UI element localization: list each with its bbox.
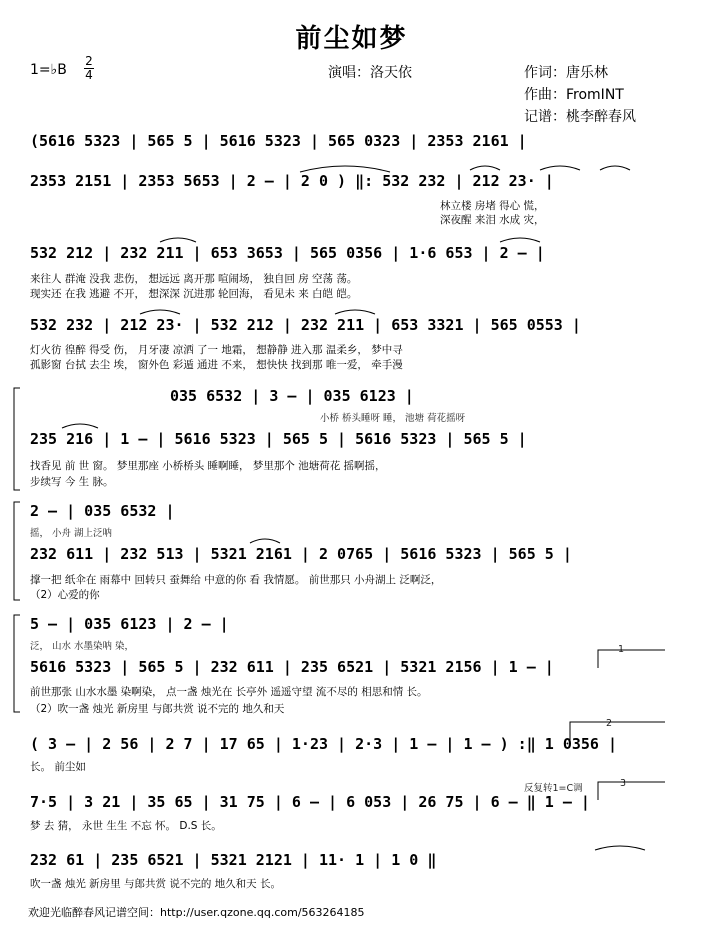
notation-row: 532 232 | 212 23· | 532 212 | 232 211 | 653 3321 | 565 0553 | bbox=[30, 316, 581, 334]
harmony-lyric: 泛， 山水 水墨染呐 染， bbox=[30, 641, 135, 652]
slur-mark bbox=[335, 310, 375, 314]
time-denominator: 4 bbox=[85, 68, 93, 82]
volta-2-label: 2 bbox=[606, 718, 613, 729]
lyric-line: 吹一盏 烛光 新房里 与郎共赏 说不完的 地久和天 长。 bbox=[30, 878, 282, 890]
slur-mark bbox=[595, 846, 645, 850]
time-numerator: 2 bbox=[85, 54, 93, 68]
key-signature: 1=♭B bbox=[30, 62, 67, 78]
singer-credit: 演唱：洛天依 bbox=[328, 65, 412, 81]
lyric-line: 孤影窗 台拭 去尘 埃， 窗外色 彩遁 通进 不来， 想快快 找到那 唯一爱， 牵手漫 bbox=[30, 359, 403, 371]
system-bracket bbox=[14, 388, 20, 490]
lyric-line: 撑一把 纸伞在 雨幕中 回转只 蚕舞给 中意的你 看 我情愿。 前世那只 小舟湖上 泛啊泛， bbox=[30, 574, 442, 586]
lyric-line: （2）吹一盏 烛光 新房里 与郎共赏 说不完的 地久和天 bbox=[30, 703, 285, 715]
volta-line bbox=[570, 722, 665, 745]
harmony-lyric: 小桥 桥头睡呀 睡， 池塘 荷花摇呀 bbox=[320, 413, 466, 424]
notation-row: 235 216 | 1 – | 5616 5323 | 565 5 | 5616 5323 | 565 5 | bbox=[30, 430, 527, 448]
slur-mark bbox=[250, 539, 280, 543]
volta-line bbox=[598, 782, 665, 800]
volta-1-label: 1 bbox=[618, 644, 625, 655]
notation-row: ( 3 – | 2 56 | 2 7 | 17 65 | 1·23 | 2·3 | 1 – | 1 – ) :‖ 1 0356 | bbox=[30, 735, 617, 753]
lyric-line: 梦 去 猜， 永世 生生 不忘 怀。 D.S 长。 bbox=[30, 820, 222, 832]
lyric-line: 现实还 在我 逃避 不开， 想深深 沉进那 轮回海， 看见未 来 白皑 皑。 bbox=[30, 288, 358, 300]
notation-row: 532 212 | 232 211 | 653 3653 | 565 0356 | 1·6 653 | 2 – | bbox=[30, 244, 545, 262]
lyric-line: （2）心爱的你 bbox=[30, 589, 100, 601]
song-title: 前尘如梦 bbox=[295, 24, 408, 54]
slur-mark bbox=[600, 166, 630, 170]
harmony-lyric: 摇， 小舟 湖上泛呐 bbox=[30, 528, 113, 539]
slur-mark bbox=[470, 166, 500, 170]
lyric-line: 步续写 今 生 脉。 bbox=[30, 476, 114, 488]
lyric-line: 前世那张 山水水墨 染啊染， 点一盏 烛光在 长亭外 遥遥守望 流不尽的 相思和情 长。 bbox=[30, 686, 428, 698]
harmony-row: 2 – | 035 6532 | bbox=[30, 502, 175, 520]
slur-mark bbox=[540, 166, 580, 170]
lyric-line: 林立楼 房堵 得心 慌， bbox=[440, 200, 545, 212]
lyric-line: 找香见 前 世 窗。 梦里那座 小桥桥头 睡啊睡， 梦里那个 池塘荷花 摇啊摇， bbox=[30, 460, 386, 472]
volta-line bbox=[598, 650, 665, 668]
system-bracket bbox=[14, 615, 20, 712]
key-change-note: 反复转1=C调 bbox=[524, 783, 583, 794]
notation-row: 5616 5323 | 565 5 | 232 611 | 235 6521 | 5321 2156 | 1 – | bbox=[30, 658, 554, 676]
slur-mark bbox=[300, 166, 390, 172]
lyric-line: 灯火彷 徨醉 得受 伤， 月牙凄 凉洒 了一 地霜， 想静静 进入那 温柔乡， 梦中寻 bbox=[30, 344, 403, 356]
volta-3-label: 3 bbox=[620, 778, 627, 789]
notation-row: 232 61 | 235 6521 | 5321 2121 | 11· 1 | 1 0 ‖ bbox=[30, 851, 437, 869]
lyric-line: 来往人 群淹 没我 悲伤， 想远远 离开那 喧闹场， 独自回 房 空荡 荡。 bbox=[30, 273, 358, 285]
composer-credit: 作曲：FromINT bbox=[524, 87, 624, 103]
slur-mark bbox=[500, 238, 540, 242]
notation-row: (5616 5323 | 565 5 | 5616 5323 | 565 0323 | 2353 2161 | bbox=[30, 132, 527, 150]
notation-row: 232 611 | 232 513 | 5321 2161 | 2 0765 | 5616 5323 | 565 5 | bbox=[30, 545, 572, 563]
lyricist-credit: 作词：唐乐林 bbox=[524, 65, 608, 81]
system-bracket bbox=[14, 502, 20, 600]
harmony-row: 035 6532 | 3 – | 035 6123 | bbox=[170, 387, 414, 405]
slur-mark bbox=[160, 238, 196, 242]
notation-row: 2353 2151 | 2353 5653 | 2 – | 2 0 ) ‖: 532 232 | 212 23· | bbox=[30, 172, 554, 190]
notation-row: 7·5 | 3 21 | 35 65 | 31 75 | 6 – | 6 053 | 26 75 | 6 – ‖ 1 – | bbox=[30, 793, 590, 811]
lyric-line: 深夜醒 来泪 水成 灾， bbox=[440, 214, 545, 226]
harmony-row: 5 – | 035 6123 | 2 – | bbox=[30, 615, 229, 633]
slur-mark bbox=[140, 310, 180, 314]
transcriber-credit: 记谱：桃李醉春风 bbox=[524, 109, 636, 125]
footer-link[interactable]: 欢迎光临醉春风记谱空间：http://user.qzone.qq.com/563264185 bbox=[28, 906, 365, 919]
lyric-line: 长。 前尘如 bbox=[30, 761, 86, 773]
slur-mark bbox=[62, 424, 98, 428]
